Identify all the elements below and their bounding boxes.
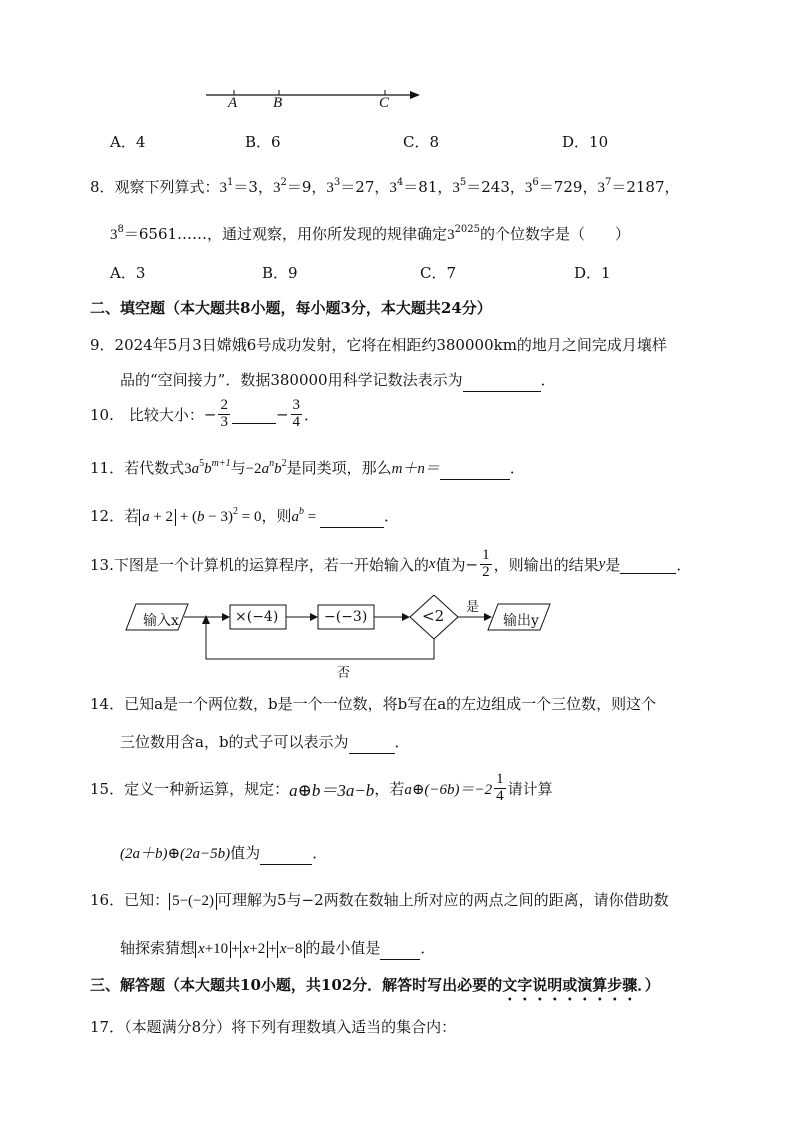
q7-option-a: A．4 — [110, 133, 146, 151]
q8-power-item: $3^2=9$ — [272, 177, 312, 196]
q8-option-a: A．3 — [110, 264, 146, 282]
flow-subtract: −(−3) — [324, 609, 368, 625]
q8-power-item: $3^7=2187$ — [597, 177, 665, 196]
q12: 12．若 $a + 2 + (b - 3)^2 = 0$，则$a^b$ = ． — [90, 505, 399, 528]
flow-no-label: 否 — [337, 666, 351, 681]
q8-power-item: $3^3=27$ — [326, 177, 375, 196]
q7-option-d: D．10 — [562, 133, 609, 151]
q11: 11．若代数式$3a^5b^{m+1}$与$-2a^nb^2$是同类项，那么m＋n＝ ． — [90, 457, 525, 480]
point-c-label: C — [379, 95, 390, 111]
q13-text: 13.下图是一个计算机的运算程序，若一开始输入的x值为− $\frac{1}{2}$ ，则输出的结果y是 ． — [90, 547, 692, 580]
q8-power-item: $3^1=3$ — [219, 177, 258, 196]
q8-line1: 8．观察下列算式：$3^1=3$，$3^2=9$，$3^3=27$，$3^4=81$，$3^5=243$，$3^6=729$，$3^7=2187$， — [90, 177, 680, 196]
q8-option-d: D．1 — [574, 264, 611, 282]
flow-multiply: ×(−4) — [235, 609, 279, 625]
q16-line2: 轴探索猜想 x+10 + x+2 + x−8 的最小值是 ． — [120, 937, 435, 960]
q8-option-c: C．7 — [420, 264, 457, 282]
q7-option-c: C．8 — [403, 133, 440, 151]
q7-option-b: B．6 — [245, 133, 281, 151]
q15-line2: (2a＋b)⊕(2a−5b)值为 ． — [120, 842, 327, 865]
flow-condition: <2 — [422, 607, 445, 625]
q9-line2: 品的“空间接力”．数据380000用科学记数法表示为 ． — [120, 369, 556, 392]
flow-input: 输入x — [143, 613, 179, 629]
q14-line1: 14．已知a是一个两位数，b是一个一位数，将b写在a的左边组成一个三位数，则这个 — [90, 695, 657, 713]
section-3-title: 三、解答题（本大题共10小题，共102分．解答时写出必要的文字说明或演算步骤．） — [90, 976, 660, 994]
point-b-label: B — [273, 95, 283, 111]
q8-power-item: $3^6=729$ — [524, 177, 583, 196]
q8-line2: $3^8=6561\dots\dots$，通过观察，用你所发现的规律确定$3^{2025}$的个位数字是（ ） — [110, 224, 631, 243]
q9-line1: 9．2024年5月3日嫦娥6号成功发射，它将在相距约380000km的地月之间完成月壤样 — [90, 336, 667, 354]
q8-option-b: B．9 — [262, 264, 298, 282]
q16-line1: 16．已知： 5−(−2) 可理解为5与−2两数在数轴上所对应的两点之间的距离，请你借助数 — [90, 891, 669, 909]
flow-yes-label: 是 — [466, 600, 480, 615]
q10: 10. 比较大小：− $\frac{2}{3}$ − $\frac{3}{4}$ ． — [90, 397, 320, 430]
q17: 17．（本题满分8分）将下列有理数填入适当的集合内： — [90, 1018, 457, 1036]
q8-power-item: $3^4=81$ — [389, 177, 438, 196]
q15-line1: 15．定义一种新运算，规定：a⊕b＝3a−b，若a⊕(−6b)＝−2 $\frac{1}{4}$ 请计算 — [90, 771, 553, 804]
section-2-title: 二、填空题（本大题共8小题，每小题3分，本大题共24分） — [90, 299, 492, 317]
q14-line2: 三位数用含a，b的式子可以表示为 ． — [120, 731, 410, 754]
q8-power-item: $3^5=243$ — [452, 177, 510, 196]
flow-output: 输出y — [503, 613, 539, 629]
point-a-label: A — [228, 95, 238, 111]
